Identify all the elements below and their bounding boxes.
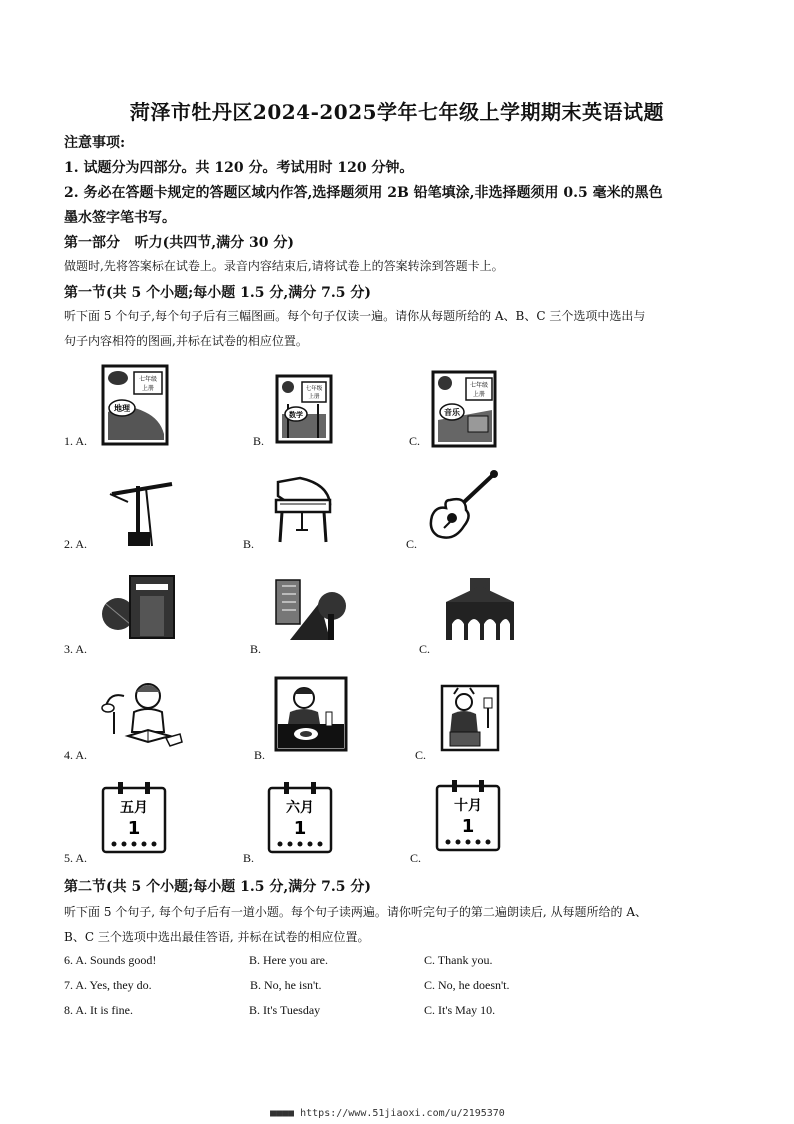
q2-option-b-label: B. bbox=[243, 537, 255, 551]
piano-image bbox=[270, 474, 334, 546]
music-book-subject: 音乐 bbox=[444, 408, 460, 417]
music-book-volume: 上册 bbox=[472, 391, 486, 398]
q3-option-b-label: B. bbox=[250, 642, 262, 656]
notes-item-2-cont: 墨水签字笔书写。 bbox=[64, 210, 176, 226]
section1-instruction-2: 句子内容相符的图画,并标在试卷的相应位置。 bbox=[64, 334, 308, 348]
section2-instruction-2: B、C 三个选项中选出最佳答语, 并标在试卷的相应位置。 bbox=[64, 930, 370, 944]
q4-option-b-label: B. bbox=[254, 748, 266, 762]
math-book-grade: 七年级 bbox=[305, 386, 323, 392]
q8-option-b: B. It's Tuesday bbox=[249, 1003, 321, 1017]
calendar-october-month: 十月 bbox=[454, 798, 482, 814]
theater-building-image bbox=[440, 574, 520, 644]
q1-option-b-label: B. bbox=[253, 434, 265, 448]
notes-item-2: 2. 务必在答题卡规定的答题区域内作答,选择题须用 2B 铅笔填涂,非选择题须用 0.5 毫米的黑色 bbox=[64, 185, 663, 201]
school-building-image bbox=[270, 574, 350, 644]
q2-option-c-label: C. bbox=[406, 537, 418, 551]
breakfast-image bbox=[274, 676, 348, 752]
guitar-image bbox=[424, 470, 500, 546]
page-title: 菏泽市牡丹区2024-2025学年七年级上学期期末英语试题 bbox=[129, 100, 665, 124]
notes-item-1: 1. 试题分为四部分。共 120 分。考试用时 120 分钟。 bbox=[64, 160, 414, 176]
calendar-may-day: 1 bbox=[127, 818, 141, 839]
q8-option-c: C. It's May 10. bbox=[424, 1003, 496, 1017]
geography-book-image bbox=[100, 364, 170, 448]
calendar-june-month: 六月 bbox=[286, 800, 314, 816]
q3-option-c-label: C. bbox=[419, 642, 431, 656]
q4-option-a-label: 4. A. bbox=[64, 748, 88, 762]
q5-option-c-label: C. bbox=[410, 851, 422, 865]
part1-heading: 第一部分 听力(共四节,满分 30 分) bbox=[64, 235, 294, 251]
q2-option-a-label: 2. A. bbox=[64, 537, 88, 551]
math-book-image bbox=[274, 374, 334, 446]
footer bbox=[270, 1108, 505, 1119]
q6-option-a: 6. A. Sounds good! bbox=[64, 953, 157, 967]
q8-option-a: 8. A. It is fine. bbox=[64, 1003, 133, 1017]
section1-instruction-1: 听下面 5 个句子,每个句子后有三幅图画。每个句子仅读一遍。请你从每题所给的 A、B、C 三个选项中选出与 bbox=[64, 309, 646, 323]
section1-heading: 第一节(共 5 个小题;每小题 1.5 分,满分 7.5 分) bbox=[64, 285, 371, 301]
part1-instruction: 做题时,先将答案标在试卷上。录音内容结束后,请将试卷上的答案转涂到答题卡上。 bbox=[64, 259, 504, 273]
music-book-grade: 七年级 bbox=[469, 382, 489, 389]
math-book-subject: 数学 bbox=[289, 411, 303, 419]
notes-heading: 注意事项: bbox=[64, 135, 126, 151]
q1-option-c-label: C. bbox=[409, 434, 421, 448]
q3-option-a-label: 3. A. bbox=[64, 642, 88, 656]
q7-option-a: 7. A. Yes, they do. bbox=[64, 978, 152, 992]
q7-option-b: B. No, he isn't. bbox=[250, 978, 322, 992]
q4-option-c-label: C. bbox=[415, 748, 427, 762]
calendar-june-day: 1 bbox=[293, 818, 307, 839]
q6-option-c: C. Thank you. bbox=[424, 953, 493, 967]
q7-option-c: C. No, he doesn't. bbox=[424, 978, 510, 992]
geography-book-grade: 七年级 bbox=[138, 376, 158, 383]
calendar-june-1-image bbox=[266, 780, 334, 856]
q5-option-a-label: 5. A. bbox=[64, 851, 88, 865]
calendar-october-1-image bbox=[434, 778, 502, 854]
calendar-may-month: 五月 bbox=[120, 800, 148, 816]
section2-instruction-1: 听下面 5 个句子, 每个句子后有一道小题。每个句子读两遍。请你听完句子的第二遍朗读后, 从每题所给的 A、 bbox=[64, 905, 648, 919]
geography-book-volume: 上册 bbox=[141, 385, 155, 392]
music-book-image bbox=[430, 370, 498, 450]
student-reading-image bbox=[100, 676, 184, 752]
gym-building-image bbox=[100, 572, 180, 642]
erhu-image bbox=[100, 476, 180, 552]
footer-mark: ■■■■ bbox=[270, 1108, 295, 1119]
section2-heading: 第二节(共 5 个小题;每小题 1.5 分,满分 7.5 分) bbox=[64, 879, 371, 895]
cooking-image bbox=[440, 684, 500, 752]
math-book-volume: 上册 bbox=[308, 394, 320, 400]
calendar-october-day: 1 bbox=[461, 816, 475, 837]
footer-url[interactable]: https://www.51jiaoxi.com/u/2195370 bbox=[300, 1108, 505, 1119]
q6-option-b: B. Here you are. bbox=[249, 953, 328, 967]
geography-book-subject: 地理 bbox=[114, 404, 130, 413]
calendar-may-1-image bbox=[100, 780, 168, 856]
q5-option-b-label: B. bbox=[243, 851, 255, 865]
q1-option-a-label: 1. A. bbox=[64, 434, 88, 448]
